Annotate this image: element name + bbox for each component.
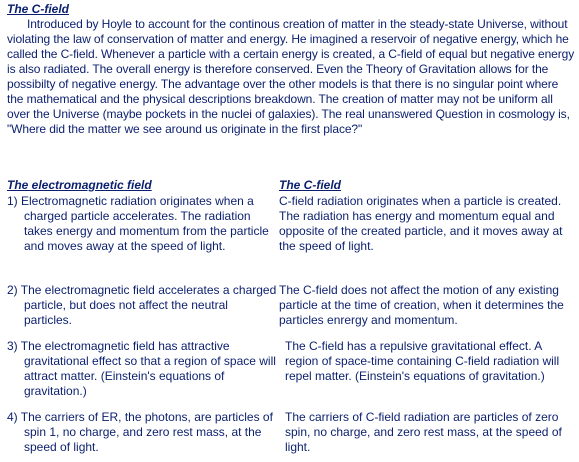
em-point-2: 2) The electromagnetic field accelerates a charged particle, but does not affect the neutral particles. [7,283,277,327]
em-point-3: 3) The electromagnetic field has attractive gravitational effect so that a region of space will attract matter. (Einstein's equations of gravitation.) [7,339,276,398]
cfield-point-1: C-field radiation originates when a particle is created. The radiation has energy and momentum equal and opposite of the created particle, and it moves away at the speed of light. [279,194,563,253]
em-point-4: 4) The carriers of ER, the photons, are particles of spin 1, no charge, and zero rest mass, at the speed of light. [7,410,273,454]
em-field-heading: The electromagnetic field [7,178,152,192]
em-point-1: 1) Electromagnetic radiation originates when a charged particle accelerates. The radiation takes energy and momentum from the particle and moves away at the speed of light. [7,194,269,253]
cfield-point-3: The C-field has a repulsive gravitational effect. A region of space-time containing C-field radiation will repel matter. (Einstein's equations of gravitation.) [285,339,560,383]
intro-paragraph: Introduced by Hoyle to account for the continous creation of matter in the steady-state Universe, without violating the law of conservation of matter and energy. He imagined a reservoir of negative energy, which he called the C-field. Whenever a particle with a certain energy is created, a C-field of equal but negative energy is also radiated. The overall energy is therefore conserved. Even the Theory of Gravitation allows for the possibilty of negative energy. The advantage over the other models is that there is no singular point where the mathematical and the physical descriptions breakdown. The creation of matter may not be uniform all over the Universe (maybe pockets in the nuclei of galaxies). The real unanswered Question in cosmology is, "Where did the matter we see around us originate in the first place?" [7,17,575,136]
c-field-heading: The C-field [279,178,341,192]
section-title: The C-field [7,2,69,16]
cfield-point-2: The C-field does not affect the motion of any existing particle at the time of creation, when it determines the particles enrergy and momentum. [279,283,564,327]
cfield-point-4: The carriers of C-field radiation are particles of zero spin, no charge, and zero rest mass, at the speed of light. [285,410,562,454]
